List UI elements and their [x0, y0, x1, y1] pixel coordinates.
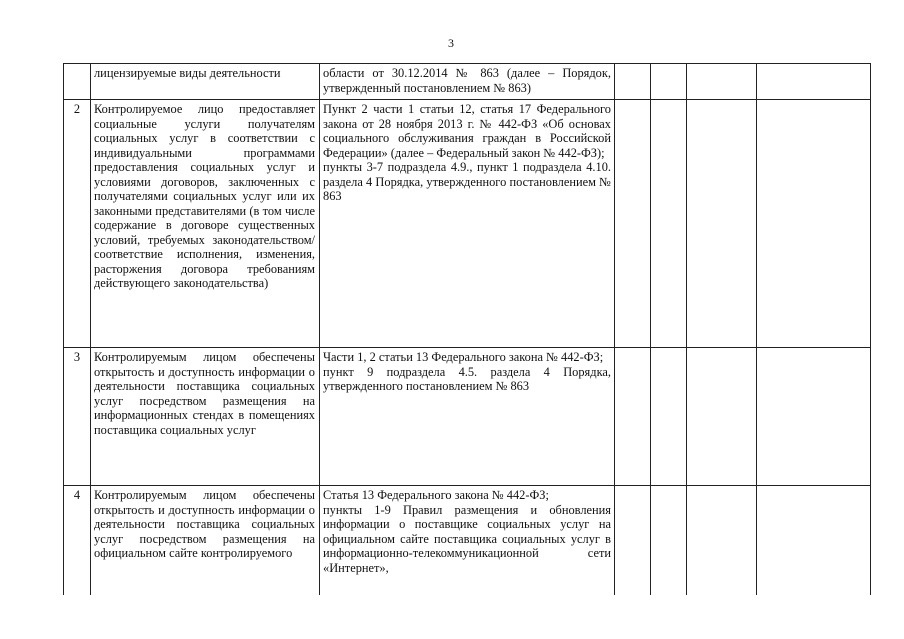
legal-basis-line: пункты 1-9 Правил размещения и обновления информации о поставщике социальных услуг на официальном сайте поставщика социальных услуг в информационно-телекоммуникационной сети «Интернет»,: [323, 502, 611, 575]
requirement-text: Контролируемым лицом обеспечены открытость и доступность информации о деятельности поставщика социальных услуг посредством размещения на официальном сайте контролируемого: [94, 488, 315, 560]
note-cell: [757, 348, 871, 486]
legal-basis-line: Части 1, 2 статьи 13 Федерального закона № 442-ФЗ;: [323, 350, 604, 364]
requirement-text: лицензируемые виды деятельности: [94, 66, 281, 80]
row-number: [64, 64, 91, 100]
legal-basis-line: пункт 9 подраздела 4.5. раздела 4 Порядка, утвержденного постановлением № 863: [323, 364, 611, 393]
note-cell: [757, 100, 871, 348]
legal-basis-line: пункты 3-7 подраздела 4.9., пункт 1 подраздела 4.10. раздела 4 Порядка, утвержденного постановлением № 863: [323, 160, 611, 203]
answer-no-cell: [651, 64, 687, 100]
requirement-text: Контролируемым лицом обеспечены открытость и доступность информации о деятельности поставщика социальных услуг посредством размещения на информационных стендах в помещениях поставщика социальных услуг: [94, 350, 315, 437]
requirement-cell: [91, 100, 320, 348]
table-row: [64, 348, 871, 486]
inspection-checklist-table: [63, 63, 871, 595]
note-cell: [757, 64, 871, 100]
answer-yes-cell: [615, 486, 651, 596]
table-row: [64, 100, 871, 348]
legal-basis-cell: [320, 64, 615, 100]
legal-basis-text: области от 30.12.2014 № 863 (далее – Порядок, утвержденный постановлением № 863): [323, 66, 611, 95]
page-number: 3: [448, 36, 454, 50]
answer-no-cell: [651, 348, 687, 486]
answer-no-cell: [651, 486, 687, 596]
legal-basis-line: Пункт 2 части 1 статьи 12, статья 17 Федерального закона от 28 ноября 2013 г. № 442-ФЗ «Об основах социального обслуживания граждан в Российской Федерации» (далее – Федеральный закон № 442-ФЗ);: [323, 102, 611, 160]
legal-basis-line: Статья 13 Федерального закона № 442-ФЗ;: [323, 488, 549, 502]
requirement-cell: [91, 348, 320, 486]
answer-yes-cell: [615, 64, 651, 100]
answer-yes-cell: [615, 100, 651, 348]
requirement-text: Контролируемое лицо предоставляет социальные услуги получателям социальных услуг в соответствии с индивидуальными программами предоставления социальных услуг и условиями договоров, заключенных с получателями социальных услуг или их законными представителями (в том числе содержание в договоре существенных условий, требуемых законодательством/ соответствие исполнения, изменения, расторжения договора требованиям действующего законодательства): [94, 102, 315, 290]
row-number: 4: [64, 486, 91, 596]
answer-not-applicable-cell: [687, 348, 757, 486]
requirement-cell: [91, 486, 320, 596]
requirement-cell: [91, 64, 320, 100]
answer-no-cell: [651, 100, 687, 348]
row-number: 3: [64, 348, 91, 486]
table-row: [64, 64, 871, 100]
legal-basis-cell: [320, 486, 615, 596]
answer-not-applicable-cell: [687, 100, 757, 348]
legal-basis-cell: [320, 100, 615, 348]
note-cell: [757, 486, 871, 596]
table-row: [64, 486, 871, 596]
answer-yes-cell: [615, 348, 651, 486]
answer-not-applicable-cell: [687, 486, 757, 596]
row-number: 2: [64, 100, 91, 348]
legal-basis-cell: [320, 348, 615, 486]
answer-not-applicable-cell: [687, 64, 757, 100]
